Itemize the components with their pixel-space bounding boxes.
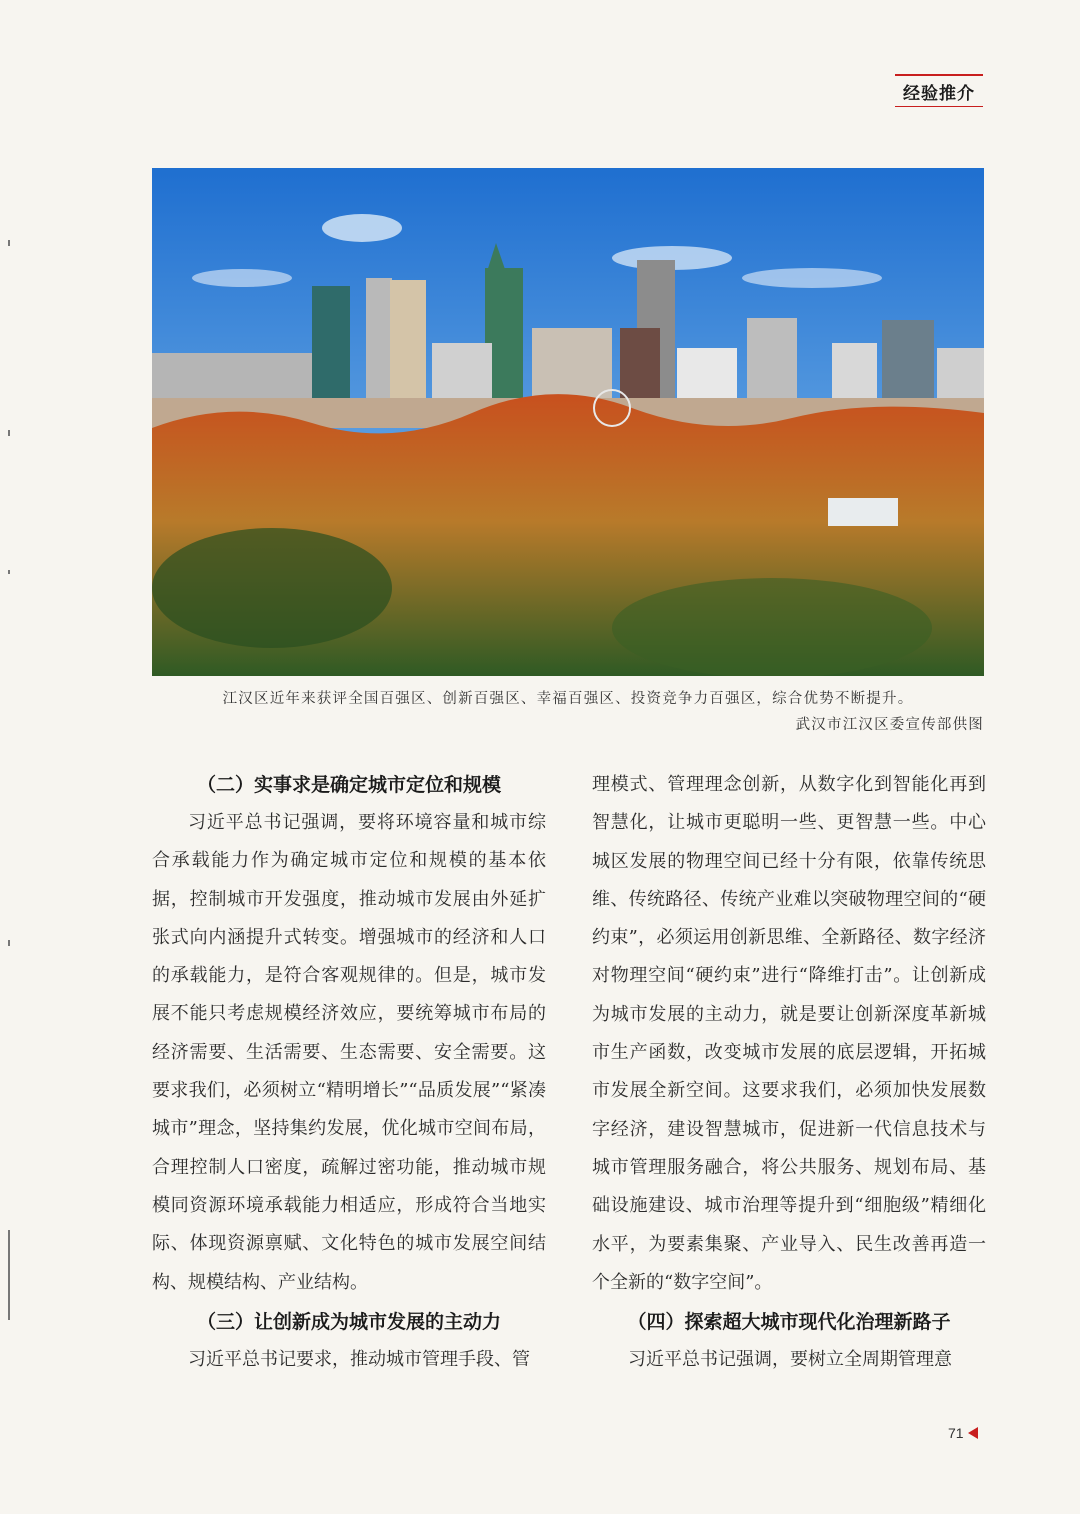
paragraph: 习近平总书记要求，推动城市管理手段、管 [188, 1348, 530, 1370]
margin-mark [8, 240, 10, 246]
heading-section-4: （四）探索超大城市现代化治理新路子 [627, 1311, 951, 1334]
margin-mark [8, 1230, 10, 1320]
skyline-illustration [152, 168, 984, 676]
paragraph: 理模式、管理理念创新，从数字化到智能化再到智慧化，让城市更聪明一些、更智慧一些。中心城区发展的物理空间已经十分有限，依靠传统思维、传统路径、传统产业难以突破物理空间的“硬约束”，必须运用创新思维、全新路径、数字经济对物理空间“硬约束”进行“降维打击”。让创新成为城市发展的主动力，就是要让创新深度革新城市生产函数，改变城市发展的底层逻辑，开拓城市发展全新空间。这要求我们，必须加快发展数字经济，建设智慧城市，促进新一代信息技术与城市管理服务融合，将公共服务、规划布局、基础设施建设、城市治理等提升到“细胞级”精细化水平，为要素集聚、产业导入、民生改善再造一个全新的“数字空间”。 [592, 774, 986, 1293]
right-column [592, 766, 986, 1379]
photo-credit: 武汉市江汉区委宣传部供图 [795, 717, 984, 733]
margin-mark [8, 430, 10, 436]
margin-mark [8, 570, 10, 574]
page-number-text: 71 [948, 1425, 964, 1441]
paragraph: 习近平总书记强调，要树立全周期管理意 [628, 1349, 952, 1371]
arrow-left-icon [968, 1427, 978, 1439]
page-number [948, 1425, 978, 1441]
city-skyline-photo [152, 168, 984, 676]
paragraph: 习近平总书记强调，要将环境容量和城市综合承载能力作为确定城市定位和规模的基本依据，控制城市开发强度，推动城市发展由外延扩张式向内涵提升式转变。增强城市的经济和人口的承载能力，是符合客观规律的。但是，城市发展不能只考虑规模经济效应，要统筹城市布局的经济需要、生活需要、生态需要、安全需要。这要求我们，必须树立“精明增长”“品质发展”“紧凑城市”理念，坚持集约发展，优化城市空间布局，合理控制人口密度，疏解过密功能，推动城市规模同资源环境承载能力相适应，形成符合当地实际、体现资源禀赋、文化特色的城市发展空间结构、规模结构、产业结构。 [152, 812, 546, 1293]
heading-section-3: （三）让创新成为城市发展的主动力 [196, 1310, 501, 1333]
caption-text: 江汉区近年来获评全国百强区、创新百强区、幸福百强区、投资竞争力百强区，综合优势不断提升。 [222, 691, 914, 707]
margin-mark [8, 940, 10, 946]
heading-section-2: （二）实事求是确定城市定位和规模 [196, 774, 501, 796]
photo-caption [152, 686, 984, 738]
left-column [152, 766, 546, 1379]
section-tag: 经验推介 [895, 74, 983, 107]
